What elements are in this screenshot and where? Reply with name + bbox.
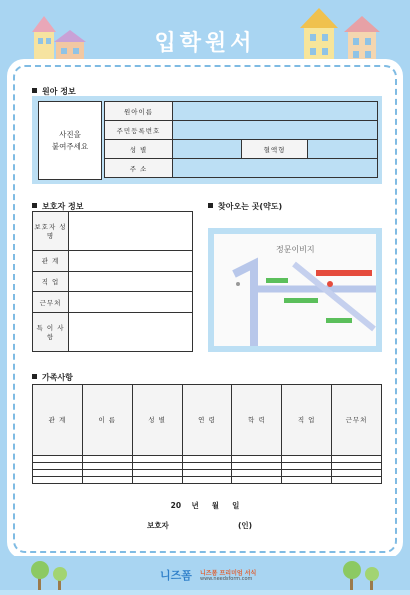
family-cell[interactable] xyxy=(182,469,232,476)
family-cell[interactable] xyxy=(232,476,282,483)
family-cell[interactable] xyxy=(332,462,382,469)
family-cell[interactable] xyxy=(282,462,332,469)
family-cell[interactable] xyxy=(33,455,83,462)
guardian-job-label: 직 업 xyxy=(33,271,69,292)
child-blood-field[interactable] xyxy=(308,140,378,159)
guardian-job-field[interactable] xyxy=(69,271,193,292)
family-cell[interactable] xyxy=(132,476,182,483)
family-cell[interactable] xyxy=(332,455,382,462)
family-cell[interactable] xyxy=(232,462,282,469)
family-cell[interactable] xyxy=(33,462,83,469)
guardian-relation-label: 관 계 xyxy=(33,251,69,272)
guardian-notes-label: 특 이 사 항 xyxy=(33,312,69,351)
section-guardian-title: 보호자 정보 xyxy=(32,201,83,212)
family-col-job: 직 업 xyxy=(282,385,332,456)
family-cell[interactable] xyxy=(182,455,232,462)
family-cell[interactable] xyxy=(82,462,132,469)
family-row xyxy=(33,462,382,469)
family-col-education: 학 력 xyxy=(232,385,282,456)
section-map-title: 찾아오는 곳(약도) xyxy=(208,201,282,212)
photo-text-line2: 붙여주세요 xyxy=(51,141,89,151)
guardian-notes-field[interactable] xyxy=(69,312,193,351)
child-name-label: 원아이름 xyxy=(105,102,173,121)
guardian-workplace-label: 근무처 xyxy=(33,292,69,313)
family-cell[interactable] xyxy=(132,462,182,469)
signature-label: 보호자 xyxy=(147,521,169,530)
page-title: 입학원서 xyxy=(154,31,256,56)
child-address-label: 주 소 xyxy=(105,159,173,178)
family-col-gender: 성 별 xyxy=(132,385,182,456)
brand-tagline: 니즈폼 프리미엄 서식 xyxy=(200,570,257,577)
family-cell[interactable] xyxy=(182,462,232,469)
section-family-title: 가족사항 xyxy=(32,372,73,383)
child-address-field[interactable] xyxy=(173,159,378,178)
family-row xyxy=(33,469,382,476)
family-cell[interactable] xyxy=(182,476,232,483)
family-cell[interactable] xyxy=(82,469,132,476)
family-header-row xyxy=(33,385,382,456)
family-cell[interactable] xyxy=(232,469,282,476)
photo-text-line1: 사진을 xyxy=(59,129,81,139)
family-col-relation: 관 계 xyxy=(33,385,83,456)
child-id-field[interactable] xyxy=(173,121,378,140)
guardian-name-label: 보호자 성명 xyxy=(33,212,69,251)
family-cell[interactable] xyxy=(232,455,282,462)
family-cell[interactable] xyxy=(282,455,332,462)
family-cell[interactable] xyxy=(82,455,132,462)
family-cell[interactable] xyxy=(282,469,332,476)
guardian-table xyxy=(32,211,193,352)
brand-url: www.needsform.com xyxy=(200,576,253,582)
family-table xyxy=(32,384,382,484)
child-name-field[interactable] xyxy=(173,102,378,121)
guardian-name-field[interactable] xyxy=(69,212,193,251)
family-cell[interactable] xyxy=(132,469,182,476)
family-cell[interactable] xyxy=(132,455,182,462)
map-image xyxy=(214,234,376,346)
family-col-name: 이 름 xyxy=(82,385,132,456)
child-gender-label: 성 별 xyxy=(105,140,173,159)
family-row xyxy=(33,476,382,483)
guardian-relation-field[interactable] xyxy=(69,251,193,272)
child-info-table xyxy=(104,101,378,178)
child-blood-label: 혈액형 xyxy=(242,140,308,159)
section-child-info-title: 원아 정보 xyxy=(32,86,76,97)
map-frame xyxy=(208,228,382,352)
child-id-label: 주민등록번호 xyxy=(105,121,173,140)
seal-mark: (인) xyxy=(238,521,253,530)
map-place-name: 정문이비지 xyxy=(276,245,315,254)
family-cell[interactable] xyxy=(282,476,332,483)
guardian-workplace-field[interactable] xyxy=(69,292,193,313)
child-gender-field[interactable] xyxy=(173,140,242,159)
family-row xyxy=(33,455,382,462)
photo-box[interactable] xyxy=(38,101,102,180)
date-line: 20 년 월 일 xyxy=(170,501,240,510)
brand-logo: 니즈폼 xyxy=(160,569,192,582)
family-cell[interactable] xyxy=(33,476,83,483)
family-cell[interactable] xyxy=(332,469,382,476)
family-col-age: 연 령 xyxy=(182,385,232,456)
family-col-workplace: 근무처 xyxy=(332,385,382,456)
family-cell[interactable] xyxy=(33,469,83,476)
family-cell[interactable] xyxy=(82,476,132,483)
family-cell[interactable] xyxy=(332,476,382,483)
